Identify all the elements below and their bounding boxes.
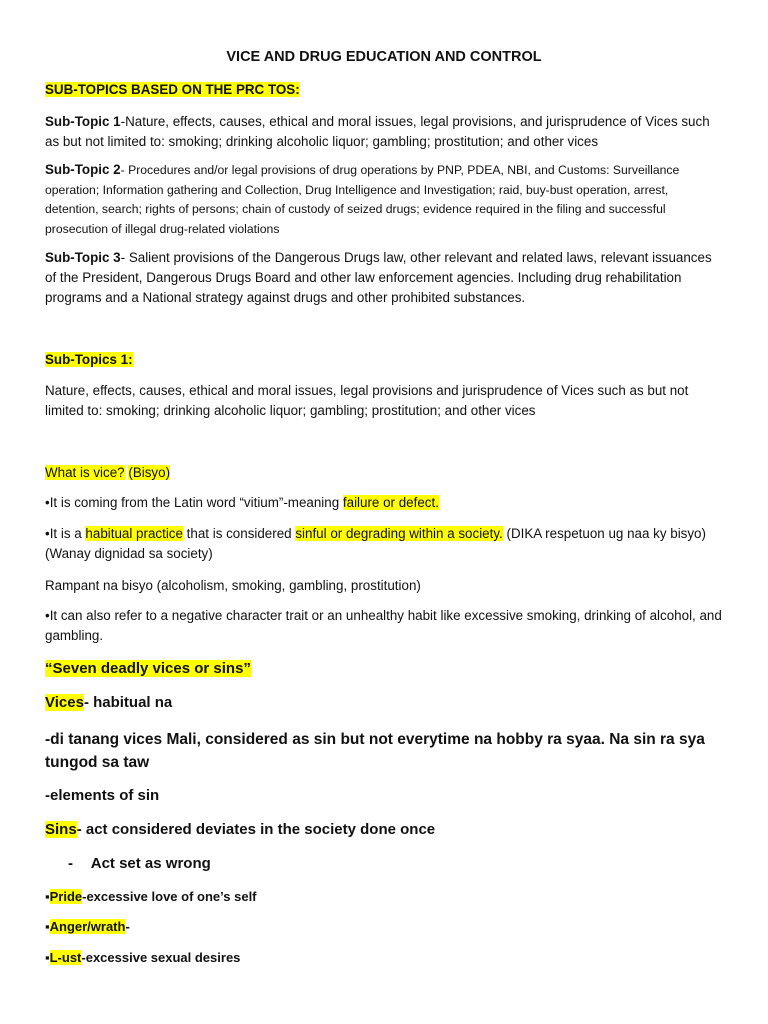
square-bullet-icon: ▪ [45,919,50,934]
paragraph-rampant-bisyo: Rampant na bisyo (alcoholism, smoking, gambling, prostitution) [45,578,421,593]
subtopic-2-text: - Procedures and/or legal provisions of drug operations by PNP, PDEA, NBI, and Customs: Surveillance operation; Information gathering and Collection, Drug Intelligence and Investigation; raid, buy-bust operation, arrest, detention, search; rights of persons; chain of custody of seized drugs; evidence required in the filing and successful prosecution of illegal drug-related violations [45,163,680,236]
anger-label: Anger/wrath [49,919,126,934]
subtopic-2-label: Sub-Topic 2 [45,162,121,177]
seven-deadly-text: “Seven deadly vices or sins” [45,660,251,677]
sins-line: Sins- act considered deviates in the society done once [45,821,436,838]
paragraph-habitual-practice: •It is a habitual practice that is considered sinful or degrading within a society. (DIKA respetuon ug naa ky bisyo) (Wanay dignidad sa society) [45,526,706,561]
highlight-failure-or-defect: failure or defect. [342,495,439,510]
seven-deadly-heading [45,659,725,679]
what-is-vice-heading [45,463,725,483]
pride-item: ▪Pride-excessive love of one’s self [45,889,257,904]
subtopic-3-paragraph [45,248,725,308]
paragraph-negative-trait: •It can also refer to a negative character trait or an unhealthy habit like excessive smoking, drinking of alcohol, and gambling. [45,608,722,643]
subtopic-1-label: Sub-Topic 1 [45,114,121,129]
dash-bullet: - [68,855,73,872]
subtopic-1-paragraph [45,112,725,152]
subtopic-2-paragraph [45,160,725,239]
act-set-item: - Act set as wrong [68,855,211,872]
subtopic-3-label: Sub-Topic 3 [45,250,121,265]
square-bullet-icon: ▪ [45,889,50,904]
highlight-habitual-practice: habitual practice [85,526,183,541]
square-bullet-icon: ▪ [45,950,50,965]
pride-label: Pride [49,889,83,904]
subtopic-1-text: -Nature, effects, causes, ethical and moral issues, legal provisions, and jurisprudence of Vices such as but not limited to: smoking; drinking alcoholic liquor; gambling; prostitution; and other vices [45,114,710,149]
paragraph-latin-word: •It is coming from the Latin word “vitium”-meaning failure or defect. [45,495,439,510]
subtopics-1-header-text: Sub-Topics 1: [45,352,133,367]
subtopics-1-text: Nature, effects, causes, ethical and moral issues, legal provisions and jurisprudence of Vices such as but not limited to: smoking; drinking alcoholic liquor; gambling; prostitution; and other vices [45,383,689,418]
highlight-sinful-or-degrading: sinful or degrading within a society. [295,526,503,541]
vices-line: Vices- habitual na [45,694,173,711]
subtopics-1-header [45,350,725,370]
document-title: VICE AND DRUG EDUCATION AND CONTROL [226,49,542,65]
subtopics-header-text: SUB-TOPICS BASED ON THE PRC TOS: [45,82,300,97]
subtopics-header [45,80,725,100]
lust-item: ▪L-ust-excessive sexual desires [45,950,241,965]
subtopic-3-text: - Salient provisions of the Dangerous Drugs law, other relevant and related laws, relevant issuances of the President, Dangerous Drugs Board and other law enforcement agencies. Including drug rehabilitation programs and a National strategy against drugs and other prohibited substances. [45,250,712,305]
di-tanang-paragraph: -di tanang vices Mali, considered as sin but not everytime na hobby ra syaa. Na sin ra sya tungod sa taw [45,731,705,771]
vices-label: Vices [45,694,84,711]
sins-label: Sins [45,821,77,838]
elements-of-sin: -elements of sin [45,787,160,804]
lust-label: L-ust [49,950,82,965]
anger-item: ▪Anger/wrath- [45,919,130,934]
what-is-vice-question: What is vice? [45,465,125,480]
what-is-vice-paren: (Bisyo) [128,465,171,480]
